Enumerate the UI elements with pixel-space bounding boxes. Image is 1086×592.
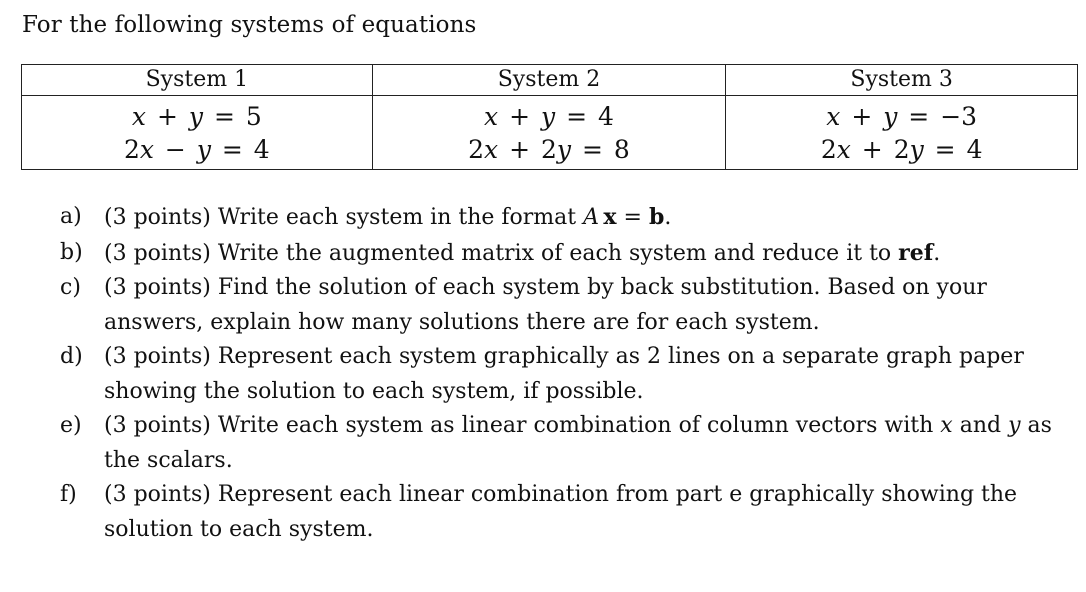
system-1-equation-1: x + y = 5 <box>131 101 262 131</box>
question-item-c <box>60 271 1060 340</box>
question-item-e <box>60 409 1060 478</box>
system-2-cell <box>372 96 726 170</box>
table-equations-row <box>22 96 1078 170</box>
system-1-header: System 1 <box>22 65 373 96</box>
ref-term: ref <box>898 239 934 266</box>
vector-b-symbol: b <box>648 204 665 230</box>
question-item-a <box>60 200 1060 236</box>
system-2-equation-1: x + y = 4 <box>484 101 614 131</box>
question-text-post: . <box>933 240 941 266</box>
question-text-pre: (3 points) Write each system as linear combination of column vectors with <box>104 413 941 438</box>
system-3-equation-1: x + y = −3 <box>826 101 978 131</box>
system-1-cell <box>22 96 373 170</box>
question-letter: e) <box>60 413 82 438</box>
question-text-post: as the scalars. <box>104 413 1052 473</box>
question-text-mid: and <box>952 413 1009 438</box>
system-2-header: System 2 <box>372 65 726 96</box>
system-2-equation-2: 2x + 2y = 8 <box>468 134 630 164</box>
question-text: (3 points) Represent each linear combination from part e graphically showing the solution to each system. <box>104 482 1018 542</box>
intro-text: For the following systems of equations <box>22 12 477 38</box>
question-text <box>104 409 1060 478</box>
scalar-x-symbol: x <box>940 413 953 438</box>
question-letter: a) <box>60 204 82 229</box>
equals-sign: = <box>616 205 649 230</box>
question-text-pre: (3 points) Write each system in the format <box>104 205 584 230</box>
question-letter: b) <box>60 239 83 265</box>
question-list <box>60 200 1060 547</box>
question-text-post: . <box>664 205 672 230</box>
question-letter: c) <box>60 275 81 300</box>
scalar-y-symbol: y <box>1008 413 1021 438</box>
question-text: (3 points) Find the solution of each system by back substitution. Based on your answers, explain how many solutions there are for each system. <box>104 275 987 335</box>
question-letter: f) <box>60 482 77 507</box>
question-item-d <box>60 340 1060 409</box>
question-text-pre: (3 points) Write the augmented matrix of each system and reduce it to <box>104 240 899 266</box>
system-3-header: System 3 <box>726 65 1078 96</box>
vector-x-symbol: x <box>603 204 617 230</box>
system-3-cell <box>726 96 1078 170</box>
systems-table <box>21 64 1078 170</box>
question-item-b <box>60 236 1060 272</box>
system-1-equation-2: 2x − y = 4 <box>123 134 270 164</box>
question-text <box>104 200 1060 236</box>
question-text: (3 points) Represent each system graphically as 2 lines on a separate graph paper showing the solution to each system, if possible. <box>104 344 1024 404</box>
matrix-a-symbol: A <box>583 205 600 230</box>
question-item-f <box>60 478 1060 547</box>
table-header-row <box>22 65 1078 96</box>
question-letter: d) <box>60 344 83 369</box>
system-3-equation-2: 2x + 2y = 4 <box>820 134 983 164</box>
question-text <box>104 236 1060 272</box>
